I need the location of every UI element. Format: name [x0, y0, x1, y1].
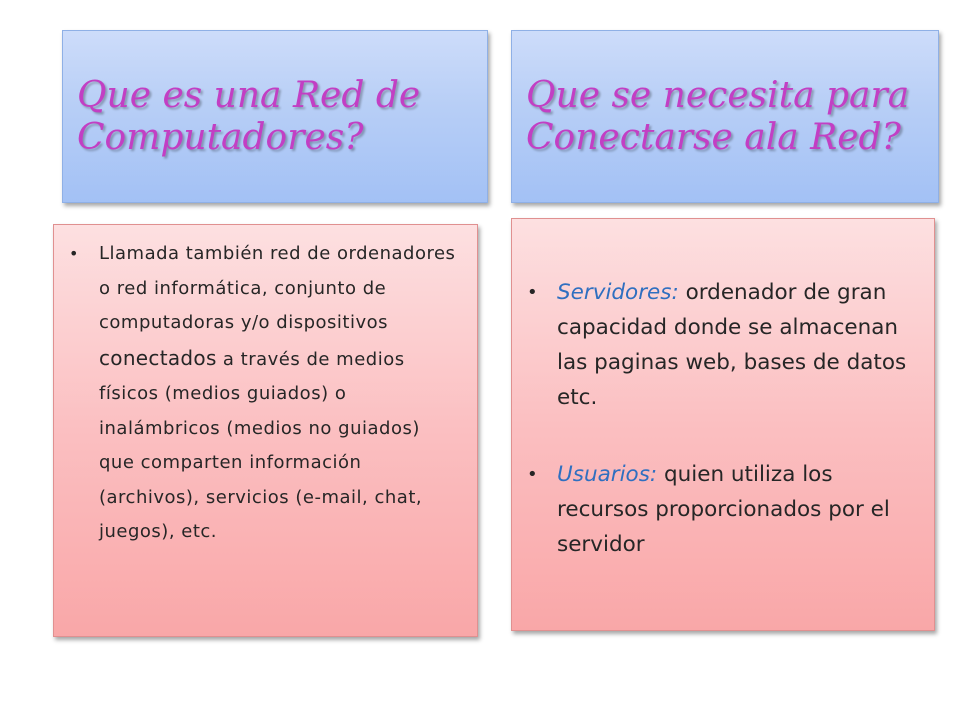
left-bullet-list — [54, 225, 477, 550]
list-item-servidores — [527, 275, 924, 415]
right-title: Que se necesita para Conectarse ala Red? — [526, 75, 910, 158]
left-title-box — [62, 30, 488, 203]
definition-text-part2: a través de medios físicos (medios guiados) o inalámbricos (medios no guiados) que comparten información (archivos), servicios (e-mail, chat, juegos), etc. — [99, 348, 423, 542]
right-title-box — [511, 30, 939, 203]
term-usuarios: Usuarios: — [557, 462, 658, 487]
right-content-box — [511, 218, 935, 631]
bullet-icon: • — [527, 282, 538, 303]
term-servidores: Servidores: — [557, 280, 679, 305]
right-bullet-list — [512, 219, 934, 562]
left-content-box — [53, 224, 478, 637]
description-usuarios: quien utiliza los recursos proporcionados por el servidor — [557, 462, 890, 557]
description-servidores: ordenador de gran capacidad donde se almacenan las paginas web, bases de datos etc. — [557, 280, 907, 410]
bullet-icon: • — [69, 244, 79, 263]
definition-bullet — [69, 237, 459, 550]
definition-text-part1: Llamada también red de ordenadores o red informática, conjunto de computadoras y/o dispositivos — [99, 243, 456, 333]
left-title: Que es una Red de Computadores? — [77, 75, 421, 158]
list-item-usuarios — [527, 457, 924, 562]
definition-emphasis: conectados — [99, 345, 217, 370]
bullet-icon: • — [527, 464, 538, 485]
